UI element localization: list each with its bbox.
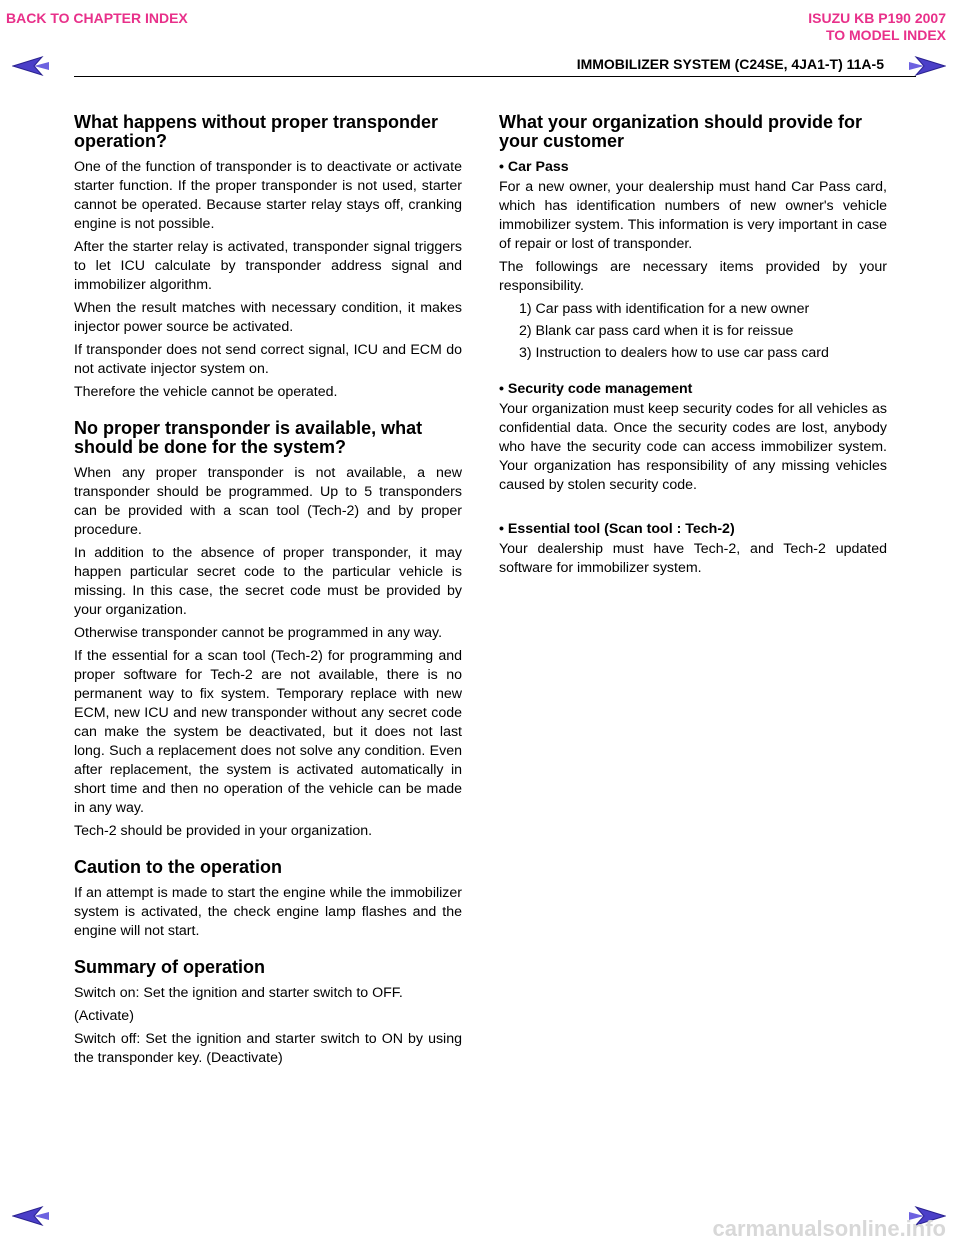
paragraph: If the essential for a scan tool (Tech-2) for programming and proper software for Tech-2 are not available, there is no permanent way to fix system. Temporary replace with new ECM, new ICU and new transponder without any secret code can make the system be deactivated, but it does not last long. Such a replacement does not solve any condition. Even after replacement, the system is activated automatically in short time and then no operation of the vehicle can be made in any way. [74,648,462,816]
paragraph: For a new owner, your dealership must hand Car Pass card, which has identification numbers of new owner's vehicle immobilizer system. This information is very important in case of repair or lost of transponder. [499,179,887,252]
back-to-chapter-index-link[interactable]: BACK TO CHAPTER INDEX [6,10,188,26]
section-title-caution: Caution to the operation [74,857,282,877]
paragraph: In addition to the absence of proper transponder, it may happen particular secret code to the particular vehicle is missing. In this case, the secret code must be provided by your organization. [74,545,462,618]
paragraph: Switch off: Set the ignition and starter switch to ON by using the transponder key. (Deactivate) [74,1031,462,1066]
paragraph: If an attempt is made to start the engine while the immobilizer system is activated, the check engine lamp flashes and the engine will not start. [74,885,462,939]
list-item: 3) Instruction to dealers how to use car pass card [519,345,829,361]
paragraph: When the result matches with necessary condition, it makes injector power source be activated. [74,300,462,335]
list-item: 1) Car pass with identification for a new owner [519,301,810,317]
section-title-without-transponder: What happens without proper transponder operation? [74,112,438,151]
right-column [499,113,887,582]
model-index-block [808,10,946,44]
paragraph: The followings are necessary items provided by your responsibility. [499,259,887,294]
header-divider [74,76,916,77]
paragraph: Switch on: Set the ignition and starter switch to OFF. [74,985,403,1001]
paragraph: One of the function of transponder is to deactivate or activate starter function. If the proper transponder is not used, starter cannot be operated. Because starter relay stays off, cranking engine is not possible. [74,159,462,232]
previous-page-arrow-bottom-icon[interactable] [12,1206,50,1226]
left-column [74,113,462,1072]
paragraph: (Activate) [74,1008,134,1024]
paragraph: When any proper transponder is not available, a new transponder should be programmed. Up to 5 transponders can be provided with a scan tool (Tech-2) and by proper procedure. [74,465,462,538]
car-pass-items-list [499,300,887,363]
list-item: 2) Blank car pass card when it is for reissue [519,323,794,339]
next-page-arrow-icon[interactable] [908,56,946,76]
paragraph: After the starter relay is activated, transponder signal triggers to let ICU calculate by transponder address signal and immobilizer algorithm. [74,239,462,293]
section-title-summary: Summary of operation [74,957,266,977]
paragraph: Tech-2 should be provided in your organization. [74,823,373,839]
bullet-heading-security-code: • Security code management [499,381,693,397]
paragraph: Therefore the vehicle cannot be operated. [74,384,338,400]
bullet-heading-essential-tool: • Essential tool (Scan tool : Tech-2) [499,521,735,537]
model-title-link[interactable]: ISUZU KB P190 2007 [808,10,946,26]
section-title-organization-provide: What your organization should provide for your customer [499,112,862,151]
watermark: carmanualsonline.info [712,1216,946,1241]
paragraph: Your dealership must have Tech-2, and Tech-2 updated software for immobilizer system. [499,541,887,576]
paragraph: Otherwise transponder cannot be programmed in any way. [74,625,443,641]
previous-page-arrow-icon[interactable] [12,56,50,76]
to-model-index-link[interactable]: TO MODEL INDEX [825,27,946,43]
section-title-no-proper-transponder: No proper transponder is available, what should be done for the system? [74,418,423,457]
page-header-title: IMMOBILIZER SYSTEM (C24SE, 4JA1-T) 11A-5 [576,56,884,72]
paragraph: If transponder does not send correct signal, ICU and ECM do not activate injector system on. [74,342,462,377]
bullet-heading-car-pass: • Car Pass [499,159,569,175]
paragraph: Your organization must keep security codes for all vehicles as confidential data. Once the security codes are lost, anybody who have the security code can access immobilizer system. Your organization has responsibility of any missing vehicles caused by stolen security code. [499,401,887,493]
